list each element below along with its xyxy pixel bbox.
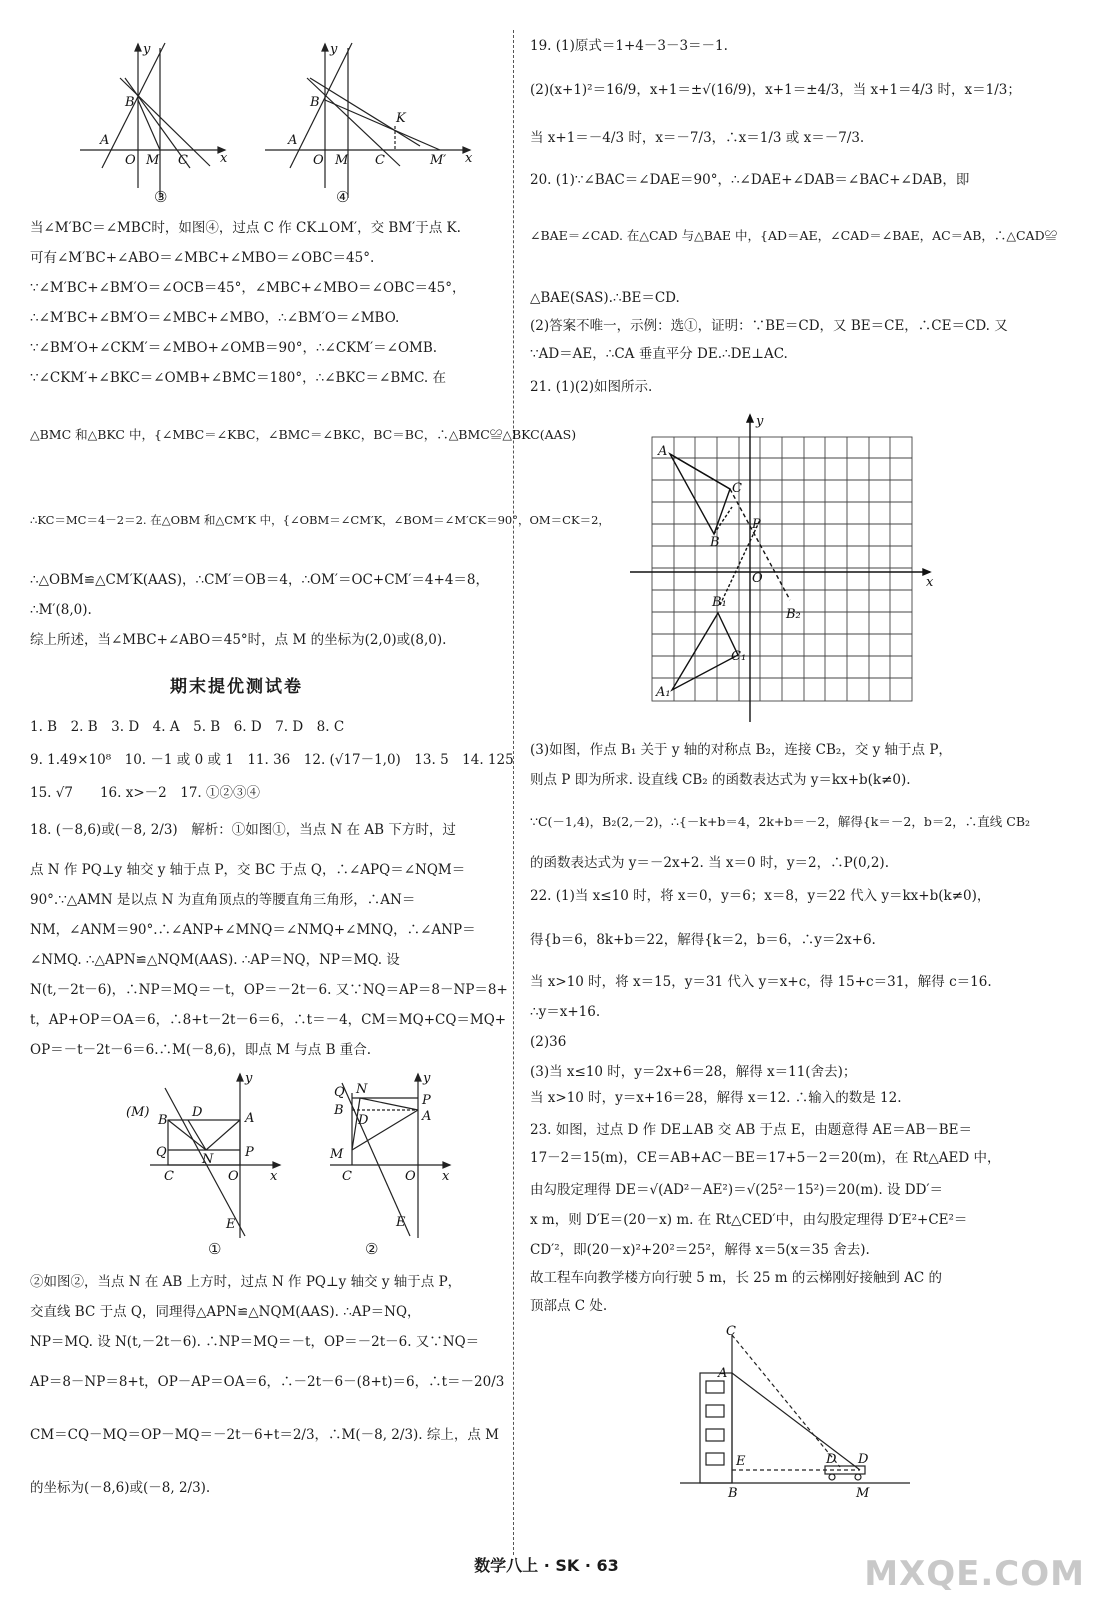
svg-text:Q: Q — [156, 1145, 167, 1160]
q18-line: N(t,－2t－6)，∴NP＝MQ＝－t，OP＝－2t－6. 又∵NQ＝AP＝8－NP＝8+ — [30, 982, 508, 998]
svg-text:M: M — [146, 153, 160, 168]
ladder-figure — [680, 1325, 920, 1500]
svg-text:B: B — [125, 95, 135, 110]
svg-text:x: x — [465, 151, 473, 166]
proof-line: ∵∠CKM′+∠BKC＝∠OMB+∠BMC＝180°，∴∠BKC＝∠BMC. 在 — [30, 370, 446, 386]
svg-text:P: P — [752, 517, 761, 532]
svg-text:D: D — [358, 1113, 369, 1128]
svg-text:B₂: B₂ — [786, 607, 801, 622]
svg-text:y: y — [756, 414, 764, 429]
svg-text:A: A — [288, 133, 298, 148]
answer-line: 15. √7 16. x>－2 17. ①②③④ — [30, 785, 260, 801]
svg-text:D: D — [858, 1452, 869, 1467]
svg-text:C₁: C₁ — [731, 649, 747, 664]
svg-text:C: C — [342, 1169, 352, 1184]
q18-line: 90°.∵△AMN 是以点 N 为直角顶点的等腰直角三角形，∴AN＝ — [30, 892, 416, 908]
svg-text:D: D — [826, 1452, 837, 1467]
proof-line: ∴KC＝MC＝4－2＝2. 在△OBM 和△CM′K 中，{∠OBM＝∠CM′K，∠BOM＝∠M′CK＝90°，OM＝CK＝2， — [30, 513, 610, 527]
figure-1-caption: ① — [208, 1240, 222, 1258]
figure-2-caption: ② — [365, 1240, 379, 1258]
column-divider — [513, 30, 514, 1555]
q22-line: 当 x>10 时，y＝x+16＝28，解得 x＝12. ∴输入的数是 12. — [530, 1090, 902, 1106]
q19-line: 当 x+1＝－4/3 时，x＝－7/3，∴x＝1/3 或 x＝－7/3. — [530, 130, 865, 146]
svg-text:C: C — [178, 153, 188, 168]
svg-text:D: D — [192, 1105, 203, 1120]
q20-line: △BAE(SAS).∴BE＝CD. — [530, 290, 680, 306]
grid-figure — [630, 410, 940, 710]
proof-line: ∵∠M′BC+∠BM′O＝∠OCB＝45°，∠MBC+∠MBO＝∠OBC＝45°， — [30, 280, 466, 296]
svg-text:B: B — [728, 1486, 738, 1501]
q18b-line: 的坐标为(－8,6)或(－8, 2/3). — [30, 1480, 211, 1496]
proof-line: ∵∠BM′O+∠CKM′＝∠MBO+∠OMB＝90°，∴∠CKM′＝∠OMB. — [30, 340, 438, 356]
svg-text:M′: M′ — [430, 153, 447, 168]
svg-text:N: N — [202, 1152, 214, 1167]
svg-text:O: O — [125, 153, 136, 168]
q20-line: (2)答案不唯一，示例：选①，证明：∵BE＝CD，又 BE＝CE，∴CE＝CD. 又 — [530, 318, 1008, 334]
svg-text:x: x — [220, 151, 228, 166]
q18b-line: AP＝8－NP＝8+t，OP－AP＝OA＝6，∴－2t－6－(8+t)＝6，∴t＝－20/3 — [30, 1374, 505, 1390]
svg-text:B: B — [334, 1103, 344, 1118]
svg-text:Q: Q — [334, 1085, 345, 1100]
answer-line: 9. 1.49×10⁸ 10. －1 或 0 或 1 11. 36 12. (√17－1,0) 13. 5 14. 125 — [30, 752, 514, 768]
q21-head: 21. (1)(2)如图所示. — [530, 379, 653, 395]
figure-4-caption: ④ — [336, 188, 350, 206]
svg-text:M: M — [856, 1486, 870, 1501]
svg-text:P: P — [245, 1145, 254, 1160]
svg-text:O: O — [405, 1169, 416, 1184]
q23-line: x m，则 D′E＝(20－x) m. 在 Rt△CED′中，由勾股定理得 D′E²+CE²＝ — [530, 1212, 968, 1228]
q23-line: 17－2＝15(m)，CE＝AB+AC－BE＝17+5－2＝20(m)，在 Rt△AED 中， — [530, 1150, 1001, 1166]
q18b-line: 交直线 BC 于点 Q，同理得△APN≌△NQM(AAS). ∴AP＝NQ， — [30, 1304, 421, 1320]
q23-line: 由勾股定理得 DE＝√(AD²－AE²)＝√(25²－15²)＝20(m). 设 DD′＝ — [530, 1182, 944, 1198]
svg-text:K: K — [396, 111, 406, 126]
q22-line: 得{b＝6，8k+b＝22，解得{k＝2，b＝6，∴y＝2x+6. — [530, 932, 876, 948]
q21-line: (3)如图，作点 B₁ 关于 y 轴的对称点 B₂，连接 CB₂，交 y 轴于点 P， — [530, 742, 952, 758]
q22-line: ∴y＝x+16. — [530, 1004, 601, 1020]
proof-line: 综上所述，当∠MBC+∠ABO＝45°时，点 M 的坐标为(2,0)或(8,0). — [30, 632, 447, 648]
q22-line: 当 x>10 时，将 x＝15，y＝31 代入 y＝x+c，得 15+c＝31，解得 c＝16. — [530, 974, 992, 990]
q18-line: t，AP+OP＝OA＝6，∴8+t－2t－6＝6，∴t＝－4，CM＝MQ+CQ＝MQ+ — [30, 1012, 507, 1028]
svg-text:A: A — [422, 1109, 432, 1124]
svg-text:A₁: A₁ — [656, 685, 671, 700]
svg-text:B: B — [710, 535, 720, 550]
proof-line: 可有∠M′BC+∠ABO＝∠MBC+∠MBO＝∠OBC＝45°. — [30, 250, 375, 266]
figure-1 — [150, 1074, 280, 1238]
page-footer: 数学八上 · SK · 63 — [474, 1556, 619, 1575]
q18b-line: CM＝CQ－MQ＝OP－MQ＝－2t－6+t＝2/3，∴M(－8, 2/3). 综上，点 M — [30, 1427, 499, 1443]
svg-text:y: y — [330, 42, 338, 57]
svg-text:C: C — [164, 1169, 174, 1184]
q18b-line: NP＝MQ. 设 N(t,－2t－6). ∴NP＝MQ＝－t，OP＝－2t－6. 又∵NQ＝ — [30, 1334, 480, 1350]
q18-line: ∠NMQ. ∴△APN≌△NQM(AAS). ∴AP＝NQ，NP＝MQ. 设 — [30, 952, 400, 968]
q19-line: (2)(x+1)²＝16/9，x+1＝±√(16/9)，x+1＝±4/3，当 x+1＝4/3 时，x＝1/3； — [530, 82, 1021, 98]
q18b-line: ②如图②，当点 N 在 AB 上方时，过点 N 作 PQ⊥y 轴交 y 轴于点 P， — [30, 1274, 462, 1290]
svg-text:y: y — [143, 42, 151, 57]
q20-line: ∵AD＝AE，∴CA 垂直平分 DE.∴DE⊥AC. — [530, 346, 788, 362]
q18-line: OP＝－t－2t－6＝6.∴M(－8,6)，即点 M 与点 B 重合. — [30, 1042, 372, 1058]
proof-line: △BMC 和△BKC 中，{∠MBC＝∠KBC，∠BMC＝∠BKC，BC＝BC，∴△BMC≌△BKC(AAS) — [30, 427, 577, 442]
svg-text:O: O — [752, 571, 763, 586]
svg-text:E: E — [226, 1217, 236, 1232]
answer-line: 1. B 2. B 3. D 4. A 5. B 6. D 7. D 8. C — [30, 719, 345, 735]
q23-line: CD′²，即(20－x)²+20²＝25²，解得 x＝5(x＝35 舍去). — [530, 1242, 870, 1258]
svg-text:E: E — [736, 1454, 746, 1469]
svg-text:A: A — [245, 1111, 255, 1126]
svg-text:O: O — [228, 1169, 239, 1184]
q23-line: 故工程车向教学楼方向行驶 5 m，长 25 m 的云梯刚好接触到 AC 的 — [530, 1270, 942, 1286]
figure-2 — [330, 1074, 450, 1238]
proof-line: 当∠M′BC＝∠MBC时，如图④，过点 C 作 CK⊥OM′，交 BM′于点 K. — [30, 220, 461, 236]
svg-text:A: A — [658, 444, 668, 459]
svg-text:x: x — [926, 575, 934, 590]
svg-text:M: M — [335, 153, 349, 168]
q23-line: 23. 如图，过点 D 作 DE⊥AB 交 AB 于点 E，由题意得 AE＝AB－BE＝ — [530, 1122, 973, 1138]
svg-text:y: y — [423, 1071, 431, 1086]
coordinate-figures-3-4 — [70, 38, 473, 208]
svg-text:C: C — [726, 1324, 736, 1339]
svg-text:x: x — [442, 1169, 450, 1184]
svg-text:(M): (M) — [126, 1105, 150, 1120]
svg-text:E: E — [396, 1215, 406, 1230]
svg-text:x: x — [270, 1169, 278, 1184]
figure-4 — [265, 43, 470, 198]
q18-line: NM，∠ANM＝90°.∴∠ANP+∠MNQ＝∠NMQ+∠MNQ，∴∠ANP＝ — [30, 922, 476, 938]
svg-text:N: N — [356, 1082, 368, 1097]
svg-text:C: C — [375, 153, 385, 168]
svg-text:B: B — [158, 1113, 168, 1128]
svg-text:C: C — [732, 481, 742, 496]
proof-line: ∴△OBM≌△CM′K(AAS)，∴CM′＝OB＝4，∴OM′＝OC+CM′＝4+4＝8， — [30, 572, 489, 588]
q23-line: 顶部点 C 处. — [530, 1298, 608, 1314]
svg-text:y: y — [245, 1071, 253, 1086]
q20-line: 20. (1)∵∠BAC＝∠DAE＝90°，∴∠DAE+∠DAB＝∠BAC+∠DAB，即 — [530, 172, 970, 188]
figure-3 — [80, 43, 225, 198]
q19-line: 19. (1)原式＝1+4－3－3＝－1. — [530, 38, 728, 54]
q18-line: 18. (－8,6)或(－8, 2/3) 解析：①如图①，当点 N 在 AB 下方时，过 — [30, 822, 456, 838]
section-title: 期末提优测试卷 — [170, 677, 303, 697]
figure-3-caption: ③ — [154, 188, 168, 206]
q21-line: 的函数表达式为 y＝－2x+2. 当 x＝0 时，y＝2，∴P(0,2). — [530, 855, 889, 871]
q21-line: ∵C(－1,4)，B₂(2,－2)，∴{－k+b＝4，2k+b＝－2，解得{k＝－2，b＝2，∴直线 CB₂ — [530, 814, 1031, 829]
q20-line: ∠BAE＝∠CAD. 在△CAD 与△BAE 中，{AD＝AE，∠CAD＝∠BAE，AC＝AB，∴△CAD≌ — [530, 228, 1058, 243]
svg-text:B₁: B₁ — [712, 595, 727, 610]
q22-line: (2)36 — [530, 1034, 567, 1050]
q18-line: 点 N 作 PQ⊥y 轴交 y 轴于点 P，交 BC 于点 Q，∴∠APQ＝∠NQM＝ — [30, 862, 466, 878]
svg-text:B: B — [310, 95, 320, 110]
svg-text:M: M — [330, 1147, 344, 1162]
q22-line: (3)当 x≤10 时，y＝2x+6＝28，解得 x＝11(舍去)； — [530, 1064, 857, 1080]
q22-line: 22. (1)当 x≤10 时，将 x＝0，y＝6；x＝8，y＝22 代入 y＝kx+b(k≠0)， — [530, 888, 991, 904]
svg-text:P: P — [422, 1093, 431, 1108]
watermark: MXQE.COM — [864, 1554, 1085, 1594]
svg-text:A: A — [718, 1366, 728, 1381]
svg-text:A: A — [100, 133, 110, 148]
coordinate-figures-1-2 — [120, 1068, 450, 1243]
proof-line: ∴∠M′BC+∠BM′O＝∠MBC+∠MBO，∴∠BM′O＝∠MBO. — [30, 310, 400, 326]
q21-line: 则点 P 即为所求. 设直线 CB₂ 的函数表达式为 y＝kx+b(k≠0). — [530, 772, 911, 788]
svg-text:O: O — [313, 153, 324, 168]
proof-line: ∴M′(8,0). — [30, 602, 92, 618]
